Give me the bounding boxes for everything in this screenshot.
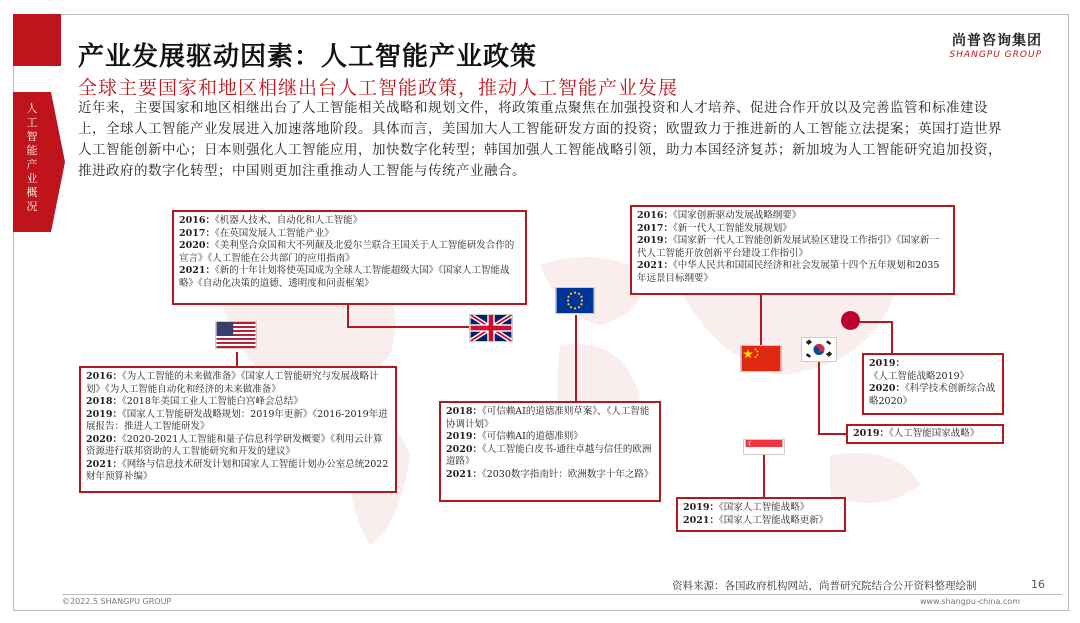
- eu-flag-icon: [555, 287, 595, 314]
- policy-entry: [637, 235, 948, 260]
- policy-year: 2017：: [637, 222, 673, 234]
- policy-year: 2016：: [637, 210, 673, 221]
- connector-kr-v: [818, 362, 820, 434]
- connector-cn-v: [760, 317, 762, 345]
- connector-jp-h: [860, 321, 892, 323]
- side-tab-label: 人工智能产业概况: [26, 102, 38, 213]
- uk-policy-box: [172, 210, 527, 305]
- singapore-flag-icon: [743, 439, 785, 455]
- policy-text: 《为人工智能的未来做准备》《国家人工智能研究与发展战略计划》《为人工智能自动化和经济的未来做准备》: [86, 371, 379, 395]
- connector-jp-v: [891, 321, 893, 353]
- footer-website[interactable]: www.shangpu-china.com: [919, 597, 1020, 606]
- policy-text: 《美利坚合众国和大不列颠及北爱尔兰联合王国关于人工智能研发合作的宣言》《人工智能在公共部门的应用指南》: [179, 240, 515, 264]
- policy-year: 2016：: [86, 371, 122, 382]
- connector-uk-v: [347, 305, 349, 327]
- china-policy-box: [630, 205, 955, 295]
- policy-year: 2020：: [179, 240, 215, 251]
- policy-year: 2021：: [637, 260, 673, 271]
- policy-entry: [869, 383, 997, 408]
- connector-us-v: [236, 352, 238, 366]
- policy-entry: [637, 260, 948, 285]
- policy-text: 《国家创新驱动发展战略纲要》: [672, 210, 802, 221]
- policy-entry: [637, 210, 948, 223]
- policy-year: 2020：: [869, 383, 905, 394]
- china-flag-icon: [740, 345, 782, 372]
- policy-year: 2020：: [446, 443, 482, 455]
- connector-kr-h: [818, 433, 846, 435]
- policy-text: 《人工智能战略2019》: [869, 370, 970, 382]
- policy-year: 2021：: [86, 458, 122, 470]
- policy-entry: [637, 223, 948, 236]
- policy-text: 《在英国发展人工智能产业》: [214, 227, 334, 239]
- korea-flag-icon: [801, 337, 837, 362]
- policy-text: 《新一代人工智能发展规划》: [672, 222, 792, 234]
- connector-eu-v: [575, 315, 577, 401]
- policy-text: 《网络与信息技术研发计划和国家人工智能计划办公室总统2022财年预算补编》: [86, 458, 389, 482]
- policy-year: 2019：: [86, 408, 122, 420]
- policy-year: 2021：: [446, 468, 482, 480]
- policy-year: 2016：: [179, 215, 215, 226]
- connector-uk-h: [347, 326, 469, 328]
- policy-text: 《国家人工智能战略更新》: [718, 514, 829, 526]
- policy-year: 2017：: [179, 227, 215, 239]
- policy-entry: [853, 428, 997, 441]
- page-subtitle: 全球主要国家和地区相继出台人工智能政策，推动人工智能产业发展: [78, 77, 679, 99]
- policy-text: 《可信赖AI的道德准则》: [481, 431, 583, 442]
- policy-year: 2021：: [179, 265, 215, 276]
- logo-en: SHANGPU GROUP: [949, 50, 1042, 60]
- policy-year: 2018：: [446, 406, 482, 417]
- policy-text: 《2020-2021人工智能和量子信息科学研发概要》《利用云计算资源进行联邦资助的人工智能研究和开发的建议》: [86, 433, 383, 457]
- policy-year: 2020：: [86, 433, 122, 445]
- policy-year: 2019：: [853, 428, 889, 439]
- connector-sg-v: [763, 455, 765, 497]
- policy-entry: [446, 444, 654, 469]
- policy-entry: [446, 431, 654, 444]
- policy-text: 《中华人民共和国国民经济和社会发展第十四个五年规划和2035年远景目标纲要》: [637, 260, 940, 284]
- logo-cn: 尚普咨询集团: [952, 33, 1042, 49]
- policy-year: 2019：: [637, 235, 673, 246]
- policy-entry: [683, 502, 839, 515]
- policy-text: 《机器人技术、自动化和人工智能》: [214, 215, 363, 226]
- company-logo: [949, 30, 1042, 60]
- page-title: 产业发展驱动因素：人工智能产业政策: [78, 42, 538, 72]
- policy-text: 《国家人工智能研发战略规划：2019年更新》《2016-2019年进展报告：推进人工智能研发》: [86, 408, 388, 432]
- policy-text: 《人工智能白皮书-通往卓越与信任的欧洲道路》: [446, 443, 652, 467]
- policy-year: 2019：: [446, 431, 482, 442]
- connector-cn-box: [760, 295, 762, 317]
- singapore-policy-box: [676, 497, 846, 532]
- japan-policy-box: [862, 353, 1004, 415]
- eu-policy-box: [439, 401, 661, 502]
- us-flag-icon: [215, 321, 257, 349]
- policy-entry: [86, 459, 390, 484]
- policy-year: 2021：: [683, 514, 719, 526]
- corner-accent: [13, 14, 61, 66]
- policy-text: 《国家人工智能战略》: [718, 502, 810, 513]
- policy-text: 《2018年美国工业人工智能白宫峰会总结》: [121, 396, 303, 407]
- policy-text: 《人工智能国家战略》: [888, 428, 980, 439]
- policy-entry: [446, 406, 654, 431]
- page-number: 16: [1031, 578, 1045, 591]
- policy-entry: [179, 228, 520, 241]
- policy-entry: [179, 265, 520, 290]
- policy-entry: [683, 515, 839, 528]
- us-policy-box: [79, 366, 397, 493]
- policy-year: 2018：: [86, 396, 122, 407]
- policy-entry: [869, 358, 997, 383]
- korea-policy-box: [846, 424, 1004, 444]
- policy-entry: [86, 434, 390, 459]
- footer-copyright: ©2022.5 SHANGPU GROUP: [62, 597, 172, 606]
- japan-flag-icon: [840, 310, 861, 331]
- policy-year: 2019：: [683, 502, 719, 513]
- policy-text: 《新的十年计划将使英国成为全球人工智能超级大国》《国家人工智能战略》《自动化决策的道德、透明度和问责框架》: [179, 265, 510, 289]
- policy-year: 2019：: [869, 358, 905, 369]
- source-note: 资料来源：各国政府机构网站，尚普研究院结合公开资料整理绘制: [672, 580, 977, 592]
- policy-text: 《可信赖AI的道德准则草案》、《人工智能协调计划》: [446, 406, 650, 430]
- policy-entry: [86, 409, 390, 434]
- policy-text: 《2030数字指南针：欧洲数字十年之路》: [481, 468, 654, 480]
- policy-entry: [446, 469, 654, 482]
- policy-text: 《国家新一代人工智能创新发展试验区建设工作指引》《国家新一代人工智能开放创新平台建设工作指引》: [637, 235, 939, 259]
- policy-entry: [179, 215, 520, 228]
- intro-paragraph: 近年来，主要国家和地区相继出台了人工智能相关战略和规划文件，将政策重点聚焦在加强投资和人才培养、促进合作开放以及完善监管和标准建设上，全球人工智能产业发展进入加速落地阶段。具体而言，美国加大人工智能研发方面的投资；欧盟致力于推进新的人工智能立法提案；英国打造世界人工智能创新中心；日本则强化人工智能应用，加快数字化转型；韩国加强人工智能战略引领，助力本国经济复苏；新加坡为人工智能研究追加投资，推进政府的数字化转型；中国则更加注重推动人工智能与传统产业融合。: [78, 100, 1002, 179]
- policy-entry: [179, 240, 520, 265]
- policy-text: 《科学技术创新综合战略2020》: [869, 383, 996, 407]
- section-side-tab: [13, 92, 51, 232]
- footer-divider: [62, 594, 1062, 595]
- policy-entry: [86, 371, 390, 396]
- policy-entry: [86, 396, 390, 409]
- uk-flag-icon: [469, 314, 513, 342]
